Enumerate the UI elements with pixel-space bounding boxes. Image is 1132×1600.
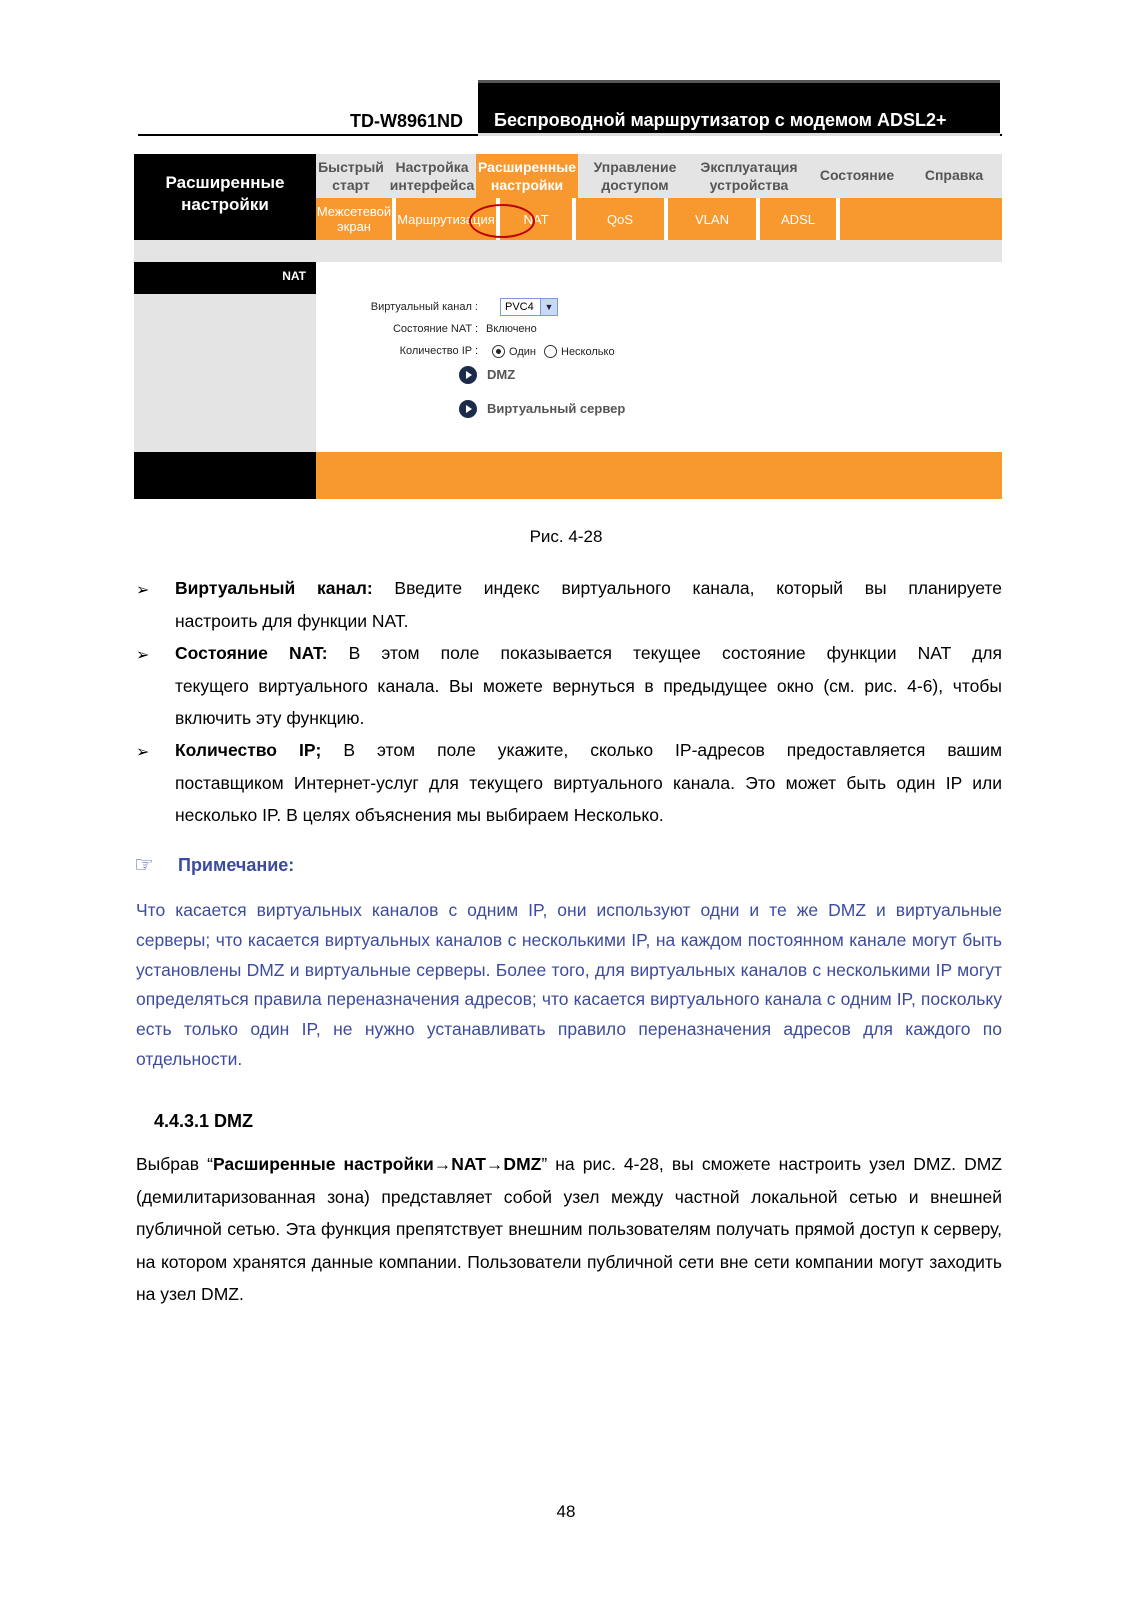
dmz-link[interactable]: DMZ xyxy=(487,367,516,382)
bullet-virtual-circuit: Виртуальный канал: Введите индекс виртуального канала, который вы планируете настроить для функции NAT. xyxy=(175,578,1002,631)
menu-path: Расширенные настройки→NAT→DMZ xyxy=(212,1154,542,1174)
bullet-marker: ➢ xyxy=(136,647,150,664)
menu-interface-setup[interactable]: Настройка интерфейса xyxy=(389,159,475,193)
submenu-routing[interactable]: Маршрутизация xyxy=(397,211,495,227)
ip-count-label: Количество IP : xyxy=(399,345,478,357)
submenu-bar xyxy=(316,198,1002,240)
submenu-nat[interactable]: NAT xyxy=(523,211,549,227)
model-name: TD-W8961ND xyxy=(350,111,464,131)
radio-single-ip[interactable] xyxy=(492,345,505,358)
bullet-nat-status: Состояние NAT: В этом поле показывается текущее состояние функции NAT для текущего виртуального канала. Вы можете вернуться в предыдущее окно (см. рис. 4-6), чтобы включить эту функцию. xyxy=(175,643,1002,728)
pointing-hand-icon: ☞ xyxy=(134,852,154,877)
bullet-marker: ➢ xyxy=(136,582,150,599)
arrow-circle-icon[interactable] xyxy=(459,366,477,384)
nat-status-label: Состояние NAT : xyxy=(392,323,478,335)
bullet-marker: ➢ xyxy=(136,744,150,761)
menu-quick-start[interactable]: Быстрый старт xyxy=(318,159,384,193)
nat-highlight-circle xyxy=(469,204,535,238)
menu-maintenance[interactable]: Эксплуатация устройства xyxy=(700,159,798,193)
figure-caption: Рис. 4-28 xyxy=(529,527,603,546)
virtual-circuit-value: PVC4 xyxy=(505,301,534,313)
virtual-server-link[interactable]: Виртуальный сервер xyxy=(487,401,626,416)
menu-help[interactable]: Справка xyxy=(924,167,984,183)
page-number: 48 xyxy=(556,1502,576,1521)
submenu-qos[interactable]: QoS xyxy=(606,211,633,227)
logo-line-1: Расширенные xyxy=(165,173,285,192)
radio-multiple-ip[interactable] xyxy=(544,345,557,358)
router-screenshot xyxy=(134,154,1002,499)
screenshot-footer-left xyxy=(134,452,316,499)
submenu-adsl[interactable]: ADSL xyxy=(781,211,815,227)
submenu-firewall[interactable]: Межсетевой экран xyxy=(316,204,392,234)
menu-advanced-setup[interactable]: Расширенные настройки xyxy=(476,154,578,198)
logo-line-2: настройки xyxy=(181,195,269,214)
chevron-down-icon[interactable]: ▼ xyxy=(540,299,557,315)
section-paragraph: Выбрав “Расширенные настройки→NAT→DMZ” на рис. 4-28, вы сможете настроить узел DMZ. DMZ (демилитаризованная зона) представляет собой узел между частной локальной сетью и внешней публичной сетью. Эта функция препятствует внешним пользователям получать прямой доступ к серверу, на котором хранятся данные компании. Пользователи публичной сети вне сети компании могут заходить на узел DMZ. xyxy=(136,1154,1002,1304)
header-title: Беспроводной маршрутизатор с модемом ADSL2+ xyxy=(494,110,947,130)
nat-section-label: NAT xyxy=(282,269,306,283)
screenshot-footer-right xyxy=(316,452,1002,499)
nat-status-value: Включено xyxy=(486,323,537,335)
screenshot-logo-text xyxy=(134,172,316,216)
section-heading: 4.4.3.1 DMZ xyxy=(154,1111,254,1131)
bullet-ip-count: Количество IP; В этом поле укажите, сколько IP-адресов предоставляется вашим поставщиком Интернет-услуг для текущего виртуального канала. Это может быть один IP или несколько IP. В целях объяснения мы выбираем Несколько. xyxy=(175,740,1003,825)
note-text: Что касается виртуальных каналов с одним IP, они используют одни и те же DMZ и виртуальные серверы; что касается виртуальных каналов с несколькими IP, на каждом постоянном канале могут быть установлены DMZ и виртуальные серверы. Более того, для виртуальных каналов с несколькими IP могут определяться правила переназначения адресов; что касается виртуального канала с одним IP, поскольку есть только один IP, не нужно устанавливать правило переназначения адресов для каждого по отдельности. xyxy=(136,900,1002,1069)
radio-multiple-label: Несколько xyxy=(561,346,615,358)
virtual-circuit-select[interactable] xyxy=(500,298,558,316)
note-title: Примечание: xyxy=(178,855,295,875)
virtual-circuit-label: Виртуальный канал : xyxy=(370,301,478,313)
menu-status[interactable]: Состояние xyxy=(819,167,895,183)
arrow-circle-icon[interactable] xyxy=(459,400,477,418)
menu-access-management[interactable]: Управление доступом xyxy=(593,159,677,193)
radio-single-label: Один xyxy=(509,346,536,358)
submenu-vlan[interactable]: VLAN xyxy=(695,211,729,227)
